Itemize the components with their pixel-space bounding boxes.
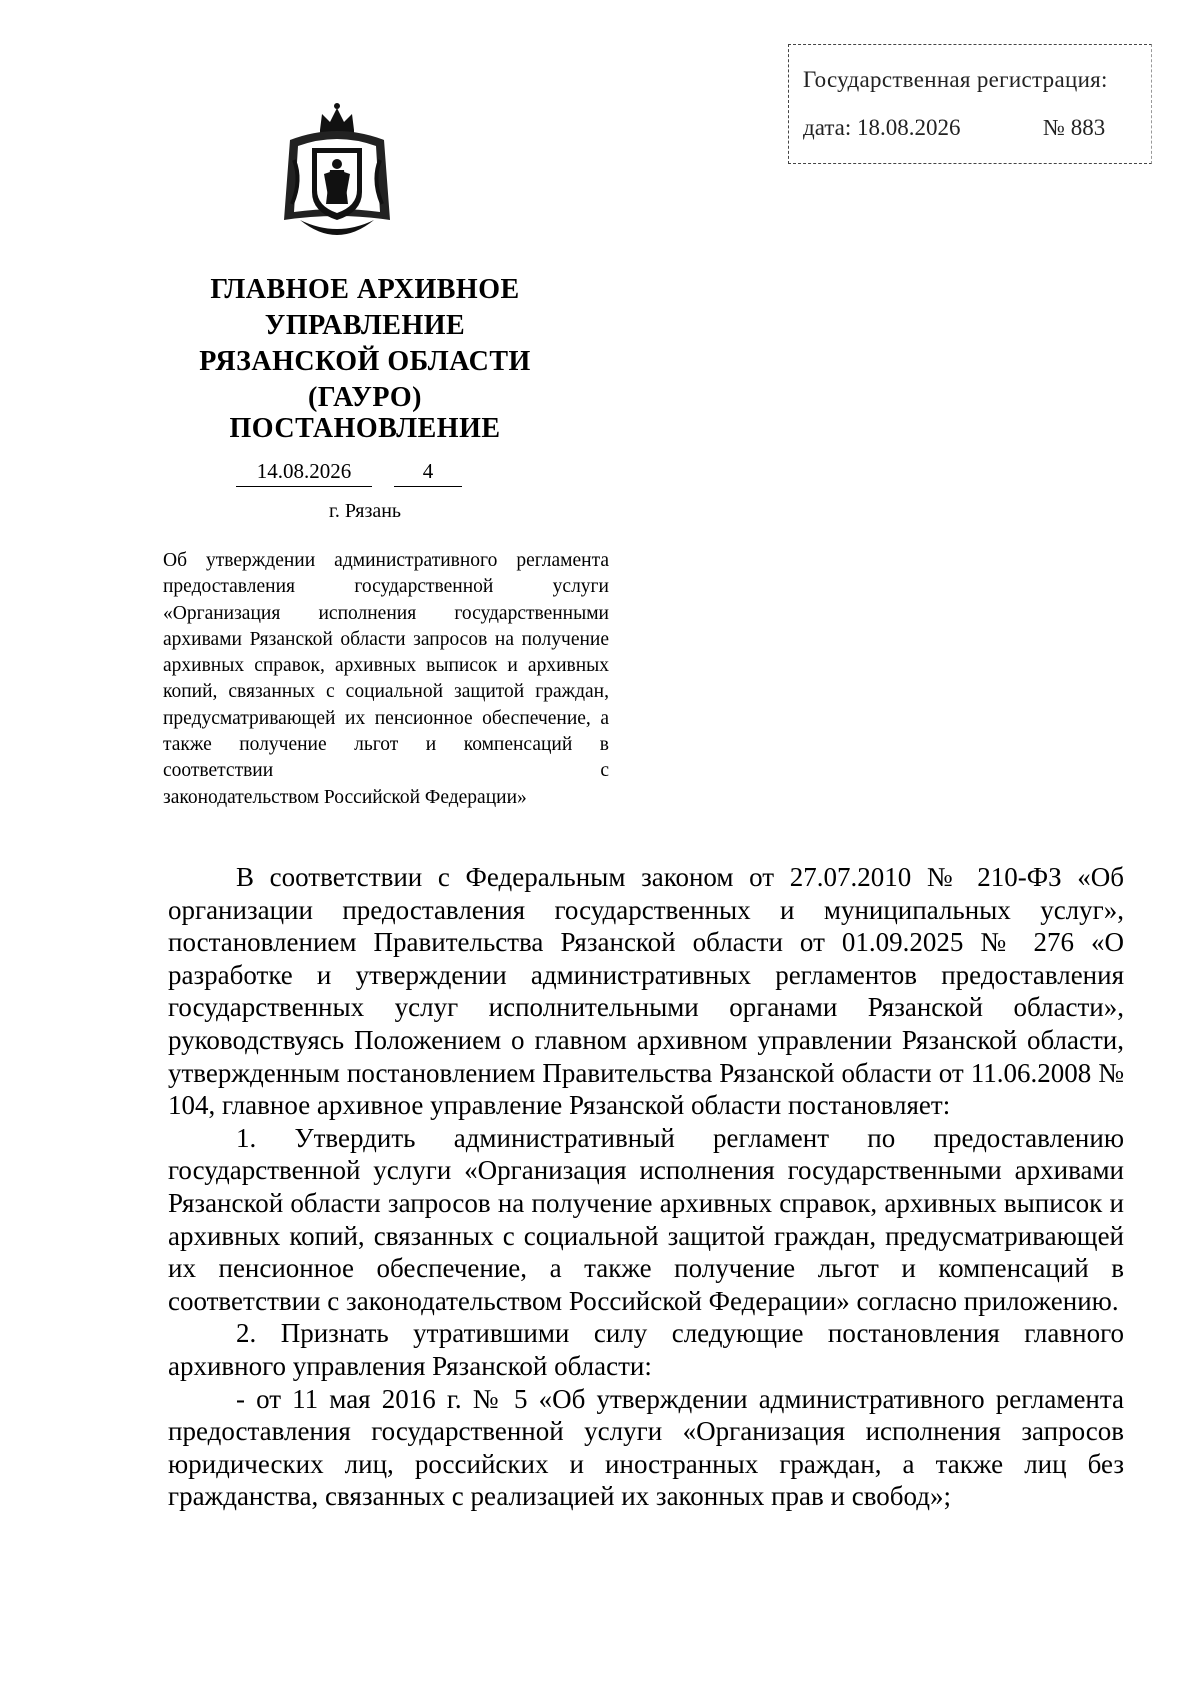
subject-text: Об утверждении административного регламента предоставления государственной услуги «Организация исполнения государственными архивами Рязанской области запросов на получение архивных справок, архивных выписок и архивных копий, связанных с социальной защитой граждан, предусматривающей их пенсионное обеспечение, а также получение льгот и компенсаций в соответствии с xyxy=(163,550,609,782)
body-item-2-sub-1: - от 11 мая 2016 г. № 5 «Об утверждении административного регламента предоставления государственной услуги «Организация исполнения запросов юридических лиц, российских и иностранных граждан, а также лиц без гражданства, связанных с реализацией их законных прав и свобод»; xyxy=(168,1383,1124,1512)
body-item-1: 1. Утвердить административный регламент по предоставлению государственной услуги «Организация исполнения государственными архивами Рязанской области запросов на получение архивных справок, архивных выписок и архивных копий, связанных с социальной защитой граждан, предусматривающей их пенсионное обеспечение, а также получение льгот и компенсаций в соответствии с законодательством Российской Федерации» согласно приложению. xyxy=(168,1122,1124,1316)
document-number: 4 xyxy=(394,459,462,487)
coat-of-arms-icon xyxy=(280,100,394,252)
document-city: г. Рязань xyxy=(328,500,402,522)
subject-last-line: законодательством Российской Федерации» xyxy=(163,786,527,808)
document-date: 14.08.2026 xyxy=(236,459,372,487)
body-item-2: 2. Признать утратившими силу следующие постановления главного архивного управления Рязанской области: xyxy=(168,1318,1124,1381)
org-line-3: РЯЗАНСКОЙ ОБЛАСТИ xyxy=(199,346,531,377)
registration-number: № 883 xyxy=(1043,115,1106,140)
registration-title: Государственная регистрация: xyxy=(803,67,1108,92)
document-subject xyxy=(163,548,609,811)
registration-details xyxy=(803,115,1143,141)
document-type: ПОСТАНОВЛЕНИЕ xyxy=(229,413,501,444)
org-line-4: (ГАУРО) xyxy=(308,382,422,413)
body-preamble: В соответствии с Федеральным законом от 27.07.2010 № 210-ФЗ «Об организации предоставления государственных и муниципальных услуг», постановлением Правительства Рязанской области от 01.09.2025 № 276 «О разработке и утверждении административных регламентов предоставления государственных услуг исполнительными органами Рязанской области», руководствуясь Положением о главном архивном управлении Рязанской области, утвержденным постановлением Правительства Рязанской области от 11.06.2008 № 104, главное архивное управление Рязанской области постановляет: xyxy=(168,862,1124,1121)
org-line-1: ГЛАВНОЕ АРХИВНОЕ xyxy=(210,274,520,305)
registration-stamp xyxy=(788,44,1152,164)
organization-name xyxy=(150,272,580,416)
org-line-2: УПРАВЛЕНИЕ xyxy=(264,310,466,341)
document-body xyxy=(168,861,1124,1513)
registration-date: дата: 18.08.2026 xyxy=(803,115,961,140)
